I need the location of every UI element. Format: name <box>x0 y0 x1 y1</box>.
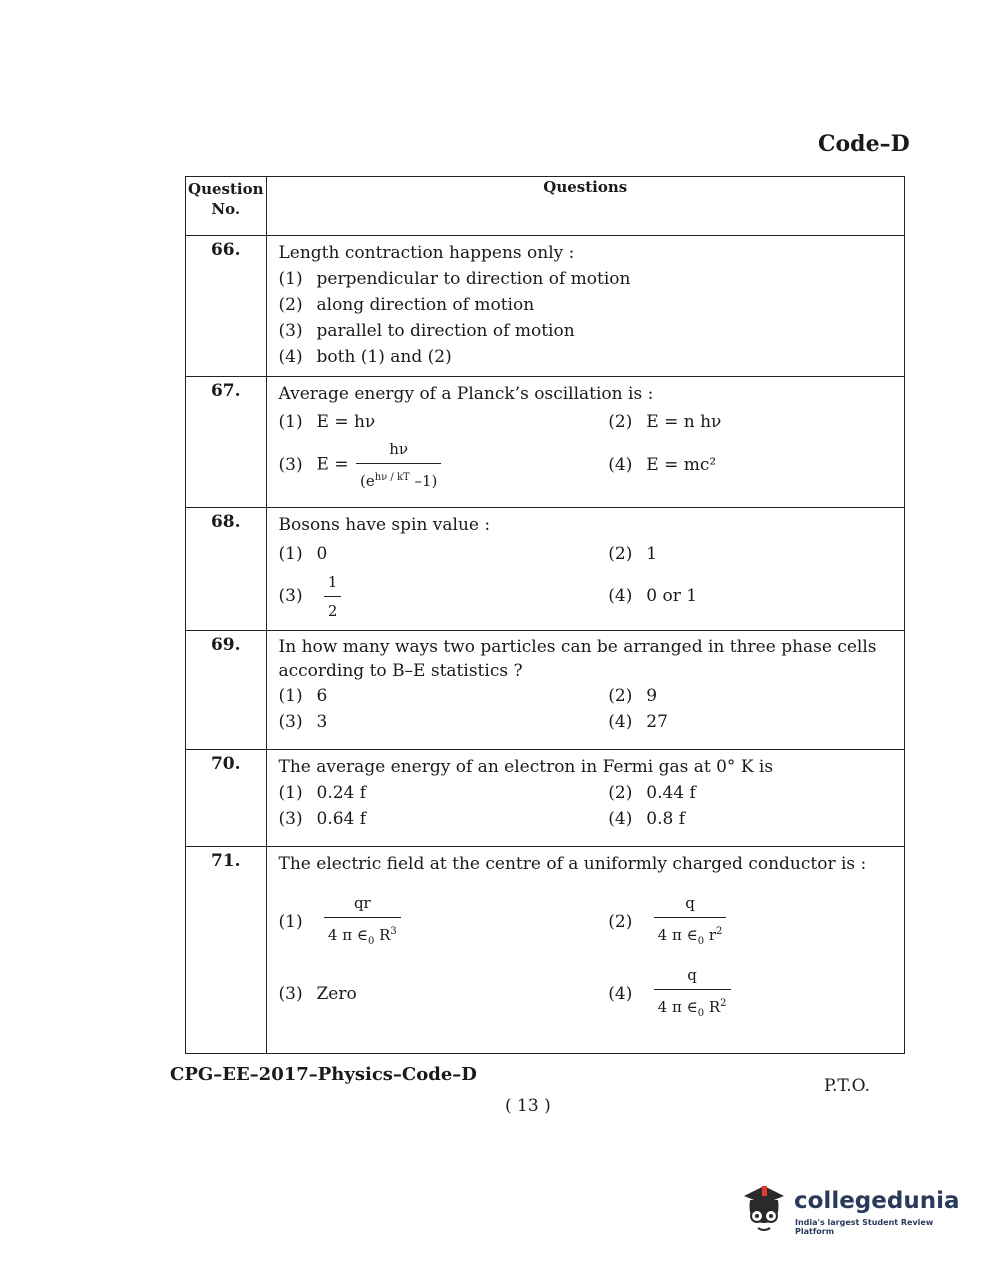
option: (3) 3 <box>278 712 328 732</box>
question-number: 67. <box>186 377 267 508</box>
question-stem: The average energy of an electron in Fermi gas at 0° K is <box>278 757 774 777</box>
option: (4) $\frac{q}{4 \pi \in_0 R^2}$ <box>568 962 898 1027</box>
pto-label: P.T.O. <box>824 1076 870 1096</box>
fraction: $\frac{q}{4 \pi \in_0 R^2}$ <box>654 962 731 1027</box>
question-body <box>266 750 905 847</box>
code-label: Code–D <box>818 131 910 157</box>
question-body <box>266 377 905 508</box>
option: (2) 9 <box>608 686 658 706</box>
option: (1) 6 <box>278 686 328 706</box>
option: (3) parallel to direction of motion <box>278 321 575 341</box>
exam-code: CPG–EE–2017–Physics–Code–D <box>170 1064 477 1085</box>
option: (3) E = $\frac{h\nu}{(e^{h\nu / kT} -1)}$ <box>279 436 569 494</box>
option: (1) $\frac{qr}{4 \pi \in_0 R^3}$ <box>279 890 569 955</box>
fraction: $\frac{h\nu}{(e^{h\nu / kT} -1)}$ <box>356 436 441 494</box>
option: (3) $\frac{1}{2}$ <box>279 569 569 624</box>
question-body <box>266 847 905 1054</box>
option: (1) E = hν <box>278 412 376 432</box>
question-number: 70. <box>186 750 267 847</box>
option: (1) 0 <box>278 544 328 564</box>
brand-tagline: India's largest Student Review Platform <box>795 1218 934 1236</box>
question-number: 68. <box>186 508 267 631</box>
question-body <box>266 508 905 631</box>
column-header-questions: Questions <box>266 177 905 236</box>
table-header-row <box>186 177 905 236</box>
column-header-question-no: Question No. <box>186 177 267 236</box>
question-body <box>266 631 905 750</box>
fraction: $\frac{q}{4 \pi \in_0 r^2}$ <box>654 890 727 955</box>
option: (2) 0.44 f <box>608 783 696 803</box>
option: (3) 0.64 f <box>278 809 367 829</box>
question-row <box>186 631 905 750</box>
fraction: $\frac{qr}{4 \pi \in_0 R^3}$ <box>324 890 401 955</box>
question-row <box>186 508 905 631</box>
option: (4) E = mc² <box>608 455 717 475</box>
question-stem: Length contraction happens only : <box>278 243 575 263</box>
option: (2) 1 <box>608 544 658 564</box>
fraction: $\frac{1}{2}$ <box>324 569 342 624</box>
graduate-mascot-icon <box>738 1180 788 1236</box>
question-number: 66. <box>186 236 267 377</box>
option: (2) along direction of motion <box>278 295 535 315</box>
option: (1) 0.24 f <box>278 783 367 803</box>
question-body <box>266 236 905 377</box>
option: (4) 27 <box>608 712 668 732</box>
question-number: 69. <box>186 631 267 750</box>
collegedunia-logo <box>738 1180 963 1240</box>
question-table <box>185 176 905 1054</box>
option: (3) Zero <box>278 984 357 1004</box>
option: (1) perpendicular to direction of motion <box>278 269 631 289</box>
option: (4) 0.8 f <box>608 809 685 829</box>
question-row <box>186 847 905 1054</box>
page-number: ( 13 ) <box>505 1096 551 1116</box>
question-number: 71. <box>186 847 267 1054</box>
option: (2) $\frac{q}{4 \pi \in_0 r^2}$ <box>568 890 898 955</box>
question-stem: The electric field at the centre of a uniformly charged conductor is : <box>278 854 867 874</box>
question-stem: In how many ways two particles can be arranged in three phase cells according to B–E statistics ? <box>278 637 877 681</box>
option: (4) 0 or 1 <box>608 586 698 606</box>
option: (4) both (1) and (2) <box>278 347 452 367</box>
question-row <box>186 750 905 847</box>
question-stem: Bosons have spin value : <box>278 515 491 535</box>
brand-name: collegedunia <box>794 1188 960 1214</box>
question-row <box>186 236 905 377</box>
question-row <box>186 377 905 508</box>
option: (2) E = n hν <box>608 412 722 432</box>
question-stem: Average energy of a Planck’s oscillation is : <box>278 384 654 404</box>
